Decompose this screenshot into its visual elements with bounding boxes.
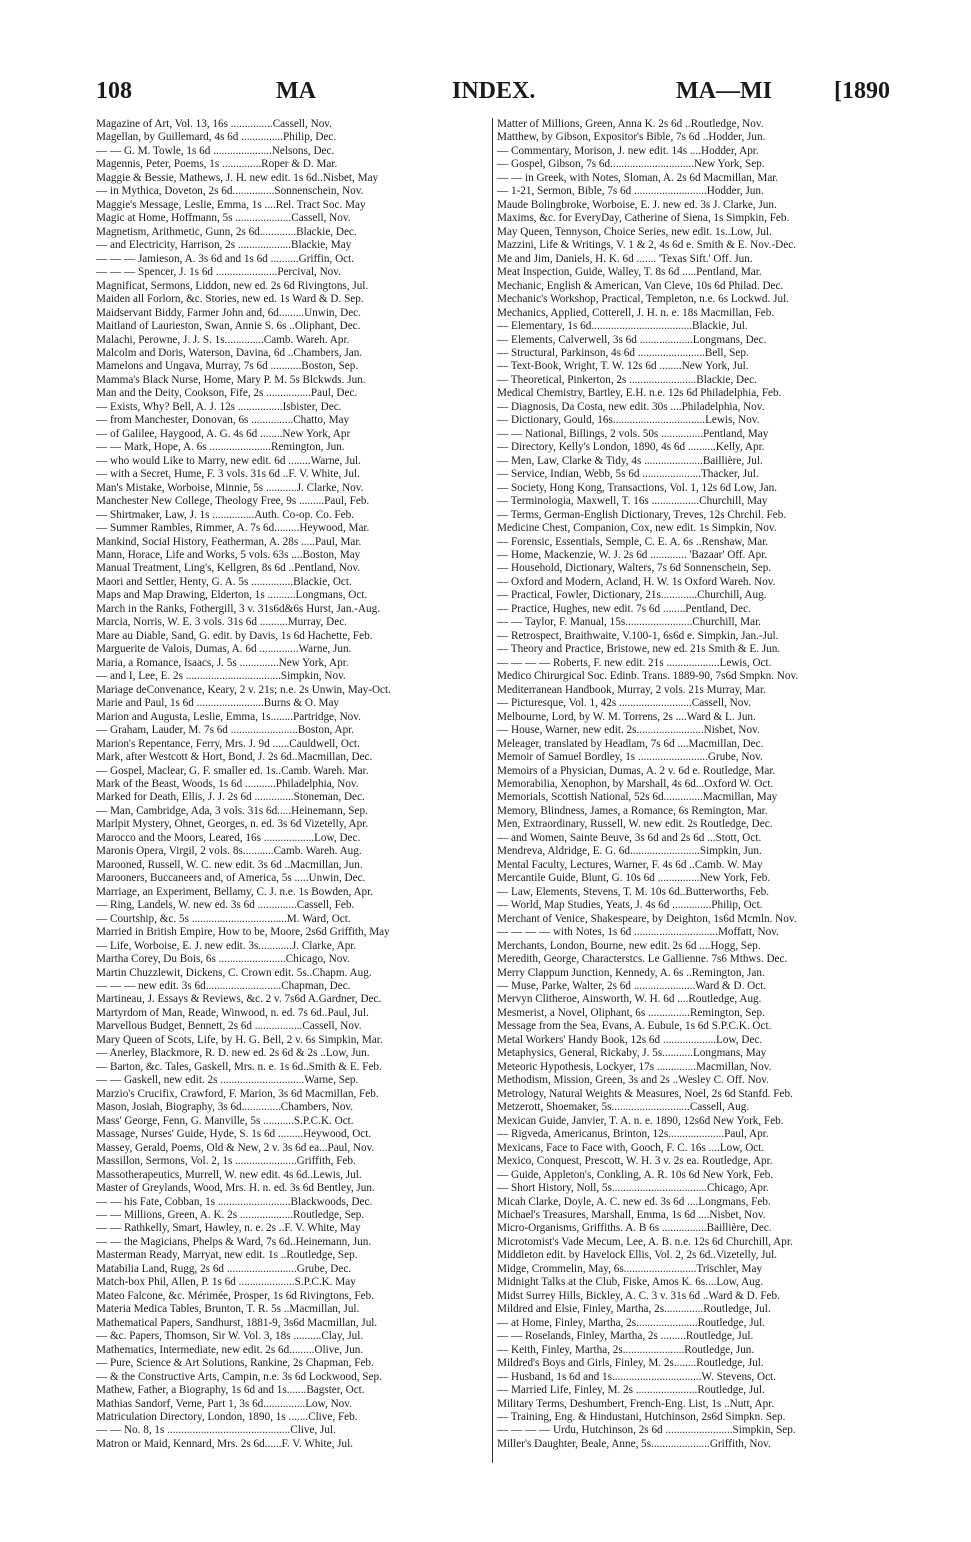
index-entry: — — Taylor, F. Manual, 15s........................Churchill, Mar. xyxy=(497,616,761,629)
index-entry: — Terminologia, Maxwell, T. 16s .................Churchill, May xyxy=(497,495,768,508)
index-entry: Matriculation Directory, London, 1890, 1s .......Clive, Feb. xyxy=(96,1411,358,1423)
index-entry: — Text-Book, Wright, T. W. 12s 6d ........New York, Jul. xyxy=(497,360,749,373)
index-entry: Master of Greylands, Wood, Mrs. H. n. ed. 3s 6d Bentley, Jun. xyxy=(96,1182,375,1195)
index-entry: Mariage deConvenance, Keary, 2 v. 21s; n.e. 2s Unwin, May-Oct. xyxy=(96,683,391,696)
index-entry: Maxims, &c. for EveryDay, Catherine of Siena, 1s Simpkin, Feb. xyxy=(497,212,790,225)
index-entry: Mark of the Beast, Woods, 1s 6d ...........Philadelphia, Nov. xyxy=(96,777,359,790)
index-entry: Marooners, Buccaneers and, of America, 5s .....Unwin, Dec. xyxy=(96,872,366,885)
index-entry: Merchant of Venice, Shakespeare, by Deighton, 1s6d Mcmln. Nov. xyxy=(497,912,797,925)
index-entry: — Rigveda, Americanus, Brinton, 12s....................Paul, Apr. xyxy=(497,1128,769,1141)
index-entry: Man and the Deity, Cookson, Fife, 2s ................Paul, Dec. xyxy=(96,387,358,400)
index-entry: — Diagnosis, Da Costa, new edit. 30s ....Philadelphia, Nov. xyxy=(497,400,765,413)
index-entry: Micro-Organisms, Griffiths. A. B 6s ................Baillière, Dec. xyxy=(497,1222,772,1235)
index-entry: Man's Mistake, Worboise, Minnie, 5s ...........J. Clarke, Nov. xyxy=(96,481,364,494)
index-entry: — — — Spencer, J. 1s 6d ......................Percival, Nov. xyxy=(96,266,341,279)
index-entry: Mexicans, Face to Face with, Gooch, F. C. 16s ....Low, Oct. xyxy=(497,1141,765,1154)
index-entry: — Society, Hong Kong, Transactions, Vol. 1, 12s 6d Low, Jan. xyxy=(497,481,778,494)
index-entry: Men, Extraordinary, Russell, W. new edit. 2s Routledge, Dec. xyxy=(497,818,773,831)
index-entry: — — No. 8, 1s ............................................Clive, Jul. xyxy=(96,1424,336,1437)
index-entry: Message from the Sea, Evans, A. Eubule, 1s 6d S.P.C.K. Oct. xyxy=(497,1020,772,1033)
index-entry: — — Rathkelly, Smart, Hawley, n. e. 2s ..F. V. White, May xyxy=(96,1222,361,1235)
year-heading: [1890 xyxy=(834,78,890,104)
index-entry: Micah Clarke, Doyle, A. C. new ed. 3s 6d ....Longmans, Feb. xyxy=(497,1195,771,1208)
index-entry: Massage, Nurses' Guide, Hyde, S. 1s 6d .........Heywood, Oct. xyxy=(96,1128,372,1141)
index-entry: Mechanic's Workshop, Practical, Templeton, n.e. 6s Lockwd. Jul. xyxy=(497,293,789,306)
index-entry: Metaphysics, General, Rickaby, J. 5s...........Longmans, May xyxy=(497,1047,767,1060)
index-entry: — Training, Eng. & Hindustani, Hutchinson, 2s6d Simpkn. Sep. xyxy=(497,1411,786,1423)
index-entry: Materia Medica Tables, Brunton, T. R. 5s ..Macmillan, Jul. xyxy=(96,1303,360,1316)
page-number: 108 xyxy=(96,78,132,104)
index-entry: — Pure, Science & Art Solutions, Rankine, 2s Chapman, Feb. xyxy=(96,1357,374,1370)
index-entry: — Elements, Calverwell, 3s 6d ...................Longmans, Dec. xyxy=(497,333,767,346)
index-entry: Magellan, by Guillemard, 4s 6d ...............Philip, Dec. xyxy=(96,131,337,144)
index-entry: Merchants, London, Bourne, new edit. 2s 6d ....Hogg, Sep. xyxy=(497,939,761,952)
index-entry: Mark, after Westcott & Hort, Bond, J. 2s 6d..Macmillan, Dec. xyxy=(96,751,373,764)
index-entry: Me and Jim, Daniels, H. K. 6d ....... 'Texas Sift.' Off. Jun. xyxy=(497,252,753,265)
index-entry: Merry Clappum Junction, Kennedy, A. 6s ..Remington, Jan. xyxy=(497,966,765,979)
index-entry: — — — — Urdu, Hutchinson, 2s 6d ........................Simpkin, Sep. xyxy=(497,1424,796,1437)
index-entry: — Retrospect, Braithwaite, V.100-1, 6s6d e. Simpkin, Jan.-Jul. xyxy=(497,629,779,642)
index-entry: — Shirtmaker, Law, J. 1s ...............Auth. Co-op. Co. Feb. xyxy=(96,508,354,521)
index-entry: Mathematical Papers, Sandhurst, 1881-9, 3s6d Macmillan, Jul. xyxy=(96,1316,378,1329)
index-entry: — Summer Rambles, Rimmer, A. 7s 6d.........Heywood, Mar. xyxy=(96,522,370,535)
index-entry: — — Millions, Green, A. K. 2s ...................Routledge, Sep. xyxy=(96,1208,365,1221)
index-entry: Maria, a Romance, Isaacs, J. 5s ..............New York, Apr. xyxy=(96,656,349,669)
index-entry: Metal Workers' Handy Book, 12s 6d ...................Low, Dec. xyxy=(497,1033,763,1046)
index-entry: Mechanic, English & American, Van Cleve, 10s 6d Philad. Dec. xyxy=(497,279,784,292)
index-entry: Mervyn Clitheroe, Ainsworth, W. H. 6d ....Routledge, Aug. xyxy=(497,993,762,1006)
index-entry: Martineau, J. Essays & Reviews, &c. 2 v. 7s6d A.Gardner, Dec. xyxy=(96,993,382,1006)
index-entry: Maidservant Biddy, Farmer John and, 6d.........Unwin, Dec. xyxy=(96,306,361,319)
index-entry: — Terms, German-English Dictionary, Treves, 12s Chrchil. Feb. xyxy=(497,508,787,521)
index-entry: — at Home, Finley, Martha, 2s......................Routledge, Jul. xyxy=(497,1316,766,1329)
index-entry: May Queen, Tennyson, Choice Series, new edit. 1s..Low, Jul. xyxy=(497,225,772,238)
index-entry: Matthew, by Gibson, Expositor's Bible, 7s 6d ..Hodder, Jun. xyxy=(497,131,766,144)
index-entry: — — Roselands, Finley, Martha, 2s .........Routledge, Jul. xyxy=(497,1330,754,1343)
index-entry: — &c. Papers, Thomson, Sir W. Vol. 3, 18s ..........Clay, Jul. xyxy=(96,1330,364,1343)
index-entry: Massillon, Sermons, Vol. 2, 1s ......................Griffith, Feb. xyxy=(96,1155,356,1168)
index-entry: Maiden all Forlorn, &c. Stories, new ed. 1s Ward & D. Sep. xyxy=(96,293,364,306)
index-entry: Memorials, Scottish National, 52s 6d..............Macmillan, May xyxy=(497,791,778,804)
index-entry: — — Mark, Hope, A. 6s ......................Remington, Jun. xyxy=(96,441,345,454)
index-entry: — & the Constructive Arts, Campin, n.e. 3s 6d Lockwood, Sep. xyxy=(96,1370,382,1383)
index-entry: Miller's Daughter, Beale, Anne, 5s.....................Griffith, Nov. xyxy=(497,1437,771,1450)
index-entry: Mateo Falcone, &c. Mérimée, Prosper, 1s 6d Rivingtons, Feb. xyxy=(96,1289,374,1302)
index-entry: Marlpit Mystery, Ohnet, Georges, n. ed. 3s 6d Vizetelly, Apr. xyxy=(96,818,369,831)
index-entry: Memory, Blindness, James, a Romance, 6s Remington, Mar. xyxy=(497,804,768,817)
index-entry: Mamelons and Ungava, Murray, 7s 6d ...........Boston, Sep. xyxy=(96,360,359,373)
index-entry: Meredith, George, Characterstcs. Le Gallienne. 7s6 Mthws. Dec. xyxy=(497,953,788,966)
index-entry: — Dictionary, Gould, 16s.................................Lewis, Nov. xyxy=(497,414,760,427)
index-entry: — — the Magicians, Phelps & Ward, 7s 6d..Heinemann, Jun. xyxy=(96,1235,372,1248)
index-entry: Mesmerist, a Novel, Oliphant, 6s ...............Remington, Sep. xyxy=(497,1006,765,1019)
index-entry: — Anerley, Blackmore, R. D. new ed. 2s 6d & 2s ..Low, Jun. xyxy=(96,1047,370,1060)
index-entry: — Life, Worboise, E. J. new edit. 3s............J. Clarke, Apr. xyxy=(96,939,357,952)
index-entry: Marooned, Russell, W. C. new edit. 3s 6d ..Macmillan, Jun. xyxy=(96,858,363,871)
index-entry: Mendreva, Aldridge, E. G. 6d.........................Simpkin, Jun. xyxy=(497,845,762,858)
index-entry: Mathew, Father, a Biography, 1s 6d and 1s.......Bagster, Oct. xyxy=(96,1384,365,1397)
index-entry: — Commentary, Morison, J. new edit. 14s ....Hodder, Apr. xyxy=(497,144,759,157)
index-entry: Microtomist's Vade Mecum, Lee, A. B. n.e. 12s 6d Churchill, Apr. xyxy=(497,1235,793,1248)
index-entry: — — his Fate, Cobban, 1s ..........................Blackwoods, Dec. xyxy=(96,1195,373,1208)
index-entry: — Practice, Hughes, new edit. 7s 6d ........Pentland, Dec. xyxy=(497,602,751,615)
index-entry: Magazine of Art, Vol. 13, 16s ...............Cassell, Nov. xyxy=(96,118,332,130)
index-entry: — Guide, Appleton's, Conkling, A. R. 10s 6d New York, Feb. xyxy=(497,1168,774,1181)
index-entry: — Theoretical, Pinkerton, 2s ........................Blackie, Dec. xyxy=(497,373,757,386)
index-entry: Mechanics, Applied, Cotterell, J. H. n. e. 18s Macmillan, Feb. xyxy=(497,306,775,319)
index-entry: Martin Chuzzlewit, Dickens, C. Crown edit. 5s..Chapm. Aug. xyxy=(96,966,372,979)
center-heading: INDEX. xyxy=(452,78,536,104)
index-entry: — Forensic, Essentials, Semple, C. E. A. 6s ..Renshaw, Mar. xyxy=(497,535,769,548)
index-entry: Midge, Crommelin, May, 6s..........................Trischler, May xyxy=(497,1262,763,1275)
index-entry: Metzerott, Shoemaker, 5s............................Cassell, Aug. xyxy=(497,1101,750,1114)
index-entry: Mildred's Boys and Girls, Finley, M. 2s........Routledge, Jul. xyxy=(497,1357,764,1370)
index-entry: Match-box Phil, Allen, P. 1s 6d ....................S.P.C.K. May xyxy=(96,1276,356,1289)
index-entry: Massotherapeutics, Murrell, W. new edit. 4s 6d..Lewis, Jul. xyxy=(96,1168,362,1181)
index-entry: Marked for Death, Ellis, J. J. 2s 6d ..............Stoneman, Dec. xyxy=(96,791,365,804)
index-entry: — Exists, Why? Bell, A. J. 12s ................Isbister, Dec. xyxy=(96,400,342,413)
index-entry: Marcia, Norris, W. E. 3 vols. 31s 6d ..........Murray, Dec. xyxy=(96,616,347,629)
index-entry: Memorabilia, Xenophon, by Marshall, 4s 6d...Oxford W. Oct. xyxy=(497,777,774,790)
index-entry: — and Electricity, Harrison, 2s ...................Blackie, May xyxy=(96,239,352,252)
index-entry: — Law, Elements, Stevens, T. M. 10s 6d..Butterworths, Feb. xyxy=(497,885,769,898)
index-entry: Married in British Empire, How to be, Moore, 2s6d Griffith, May xyxy=(96,926,390,939)
index-entry: — Man, Cambridge, Ada, 3 vols. 31s 6d.....Heinemann, Sep. xyxy=(96,804,368,817)
index-entry: Matabilia Land, Rugg, 2s 6d .........................Grube, Dec. xyxy=(96,1262,352,1275)
index-entry: Mildred and Elsie, Finley, Martha, 2s..............Routledge, Jul. xyxy=(497,1303,771,1316)
index-entry: Methodism, Mission, Green, 3s and 2s ..Wesley C. Off. Nov. xyxy=(497,1074,769,1087)
index-entry: — Picturesque, Vol. 1, 42s ..........................Cassell, Nov. xyxy=(497,697,751,710)
index-entry: Maori and Settler, Henty, G. A. 5s ...............Blackie, Oct. xyxy=(96,575,352,588)
index-entry: — in Mythica, Doveton, 2s 6d...............Sonnenschein, Nov. xyxy=(96,185,364,198)
index-entry: — Elementary, 1s 6d....................................Blackie, Jul. xyxy=(497,320,748,333)
index-entry: Manchester New College, Theology Free, 9s .........Paul, Feb. xyxy=(96,495,370,508)
index-entry: Marie and Paul, 1s 6d ........................Burns & O. May xyxy=(96,697,340,710)
index-entry: Magnetism, Arithmetic, Gunn, 2s 6d.............Blackie, Dec. xyxy=(96,225,357,238)
index-entry: — Directory, Kelly's London, 1890, 4s 6d ..........Kelly, Apr. xyxy=(497,441,765,454)
index-entry: Marion and Augusta, Leslie, Emma, 1s........Partridge, Nov. xyxy=(96,710,361,723)
index-entry: Medicine Chest, Companion, Cox, new edit. 1s Simpkin, Nov. xyxy=(497,522,777,535)
index-entry: Mexican Guide, Janvier, T. A. n. e. 1890, 12s6d New York, Feb. xyxy=(497,1114,784,1127)
index-entry: Mass' George, Fenn, G. Manville, 5s ...........S.P.C.K. Oct. xyxy=(96,1114,354,1127)
index-entry: — — — Jamieson, A. 3s 6d and 1s 6d ..........Griffin, Oct. xyxy=(96,252,355,265)
index-entry: Mare au Diable, Sand, G. edit. by Davis, 1s 6d Hachette, Feb. xyxy=(96,629,373,642)
index-entry: — — — new edit. 3s 6d...........................Chapman, Dec. xyxy=(96,980,351,992)
index-entry: Magnificat, Sermons, Liddon, new ed. 2s 6d Rivingtons, Jul. xyxy=(96,279,369,292)
index-entry: Malachi, Perowne, J. J. S. 1s..............Camb. Wareh. Apr. xyxy=(96,333,350,346)
index-entry: Medico Chirurgical Soc. Edinb. Trans. 1889-90, 7s6d Smpkn. Nov. xyxy=(497,670,799,683)
index-entry: Mediterranean Handbook, Murray, 2 vols. 21s Murray, Mar. xyxy=(497,683,766,696)
index-entry: Middleton edit. by Havelock Ellis, Vol. 2, 2s 6d..Vizetelly, Jul. xyxy=(497,1249,778,1262)
index-entry: Mexico, Conquest, Prescott, W. H. 3 v. 2s ea. Routledge, Apr. xyxy=(497,1155,773,1168)
column-divider xyxy=(492,118,493,1463)
index-entry: Mercantile Guide, Blunt, G. 10s 6d ...............New York, Feb. xyxy=(497,872,771,885)
index-entry: — Barton, &c. Tales, Gaskell, Mrs. n. e. 1s 6d..Smith & E. Feb. xyxy=(96,1060,382,1073)
left-column xyxy=(96,118,489,1451)
index-entry: — — in Greek, with Notes, Sloman, A. 2s 6d Macmillan, Mar. xyxy=(497,171,779,184)
index-entry: Meat Inspection, Guide, Walley, T. 8s 6d .....Pentland, Mar. xyxy=(497,266,762,279)
right-column xyxy=(497,118,890,1451)
index-entry: Marguerite de Valois, Dumas, A. 6d ..............Warne, Jun. xyxy=(96,643,352,656)
index-entry: Malcolm and Doris, Waterson, Davina, 6d ..Chambers, Jan. xyxy=(96,346,363,359)
index-entry: — World, Map Studies, Yeats, J. 4s 6d ..............Philip, Oct. xyxy=(497,899,763,912)
right-heading: MA—MI xyxy=(676,78,772,104)
index-entry: — Married Life, Finley, M. 2s ......................Routledge, Jul. xyxy=(497,1384,765,1397)
index-entry: — Keith, Finley, Martha, 2s......................Routledge, Jun. xyxy=(497,1343,755,1356)
index-entry: — and Women, Sainte Beuve, 3s 6d and 2s 6d ...Stott, Oct. xyxy=(497,831,762,844)
index-entry: Marriage, an Experiment, Bellamy, C. J. n.e. 1s Bowden, Apr. xyxy=(96,885,374,898)
index-entry: Meleager, translated by Headlam, 7s 6d ....Macmillan, Dec. xyxy=(497,737,764,750)
index-entry: Memoirs of a Physician, Dumas, A. 2 v. 6d e. Routledge, Mar. xyxy=(497,764,776,777)
index-entry: — and I, Lee, E. 2s ..................................Simpkin, Nov. xyxy=(96,670,346,683)
index-entry: Mathias Sandorf, Verne, Part 1, 3s 6d...............Low, Nov. xyxy=(96,1397,352,1410)
index-entry: — — — — Roberts, F. new edit. 21s ...................Lewis, Oct. xyxy=(497,656,772,669)
index-entry: — Structural, Parkinson, 4s 6d ........................Bell, Sep. xyxy=(497,346,749,359)
index-entry: — Service, Indian, Webb, 5s 6d .....................Thacker, Jul. xyxy=(497,468,759,481)
index-entry: — who would Like to Marry, new edit. 6d ........Warne, Jul. xyxy=(96,454,361,467)
index-entry: Matter of Millions, Green, Anna K. 2s 6d ..Routledge, Nov. xyxy=(497,118,764,130)
index-entry: Matron or Maid, Kennard, Mrs. 2s 6d......F. V. White, Jul. xyxy=(96,1437,354,1450)
index-entry: Manual Treatment, Ling's, Kellgren, 8s 6d ..Pentland, Nov. xyxy=(96,562,361,575)
index-entry: Mann, Horace, Life and Works, 5 vols. 63s ....Boston, May xyxy=(96,549,361,561)
index-entry: — — G. M. Towle, 1s 6d .....................Nelsons, Dec. xyxy=(96,144,335,157)
index-entry: Massey, Gerald, Poems, Old & New, 2 v. 3s 6d ea...Paul, Nov. xyxy=(96,1141,375,1154)
index-columns xyxy=(96,118,890,1463)
index-entry: Magic at Home, Hoffmann, 5s ....................Cassell, Nov. xyxy=(96,212,351,225)
index-entry: — Muse, Parke, Walter, 2s 6d ......................Ward & D. Oct. xyxy=(497,980,767,992)
index-entry: Military Terms, Deshumbert, French-Eng. List, 1s ..Nutt, Apr. xyxy=(497,1397,775,1410)
index-entry: Mamma's Black Nurse, Home, Mary P. M. 5s Blckwds. Jun. xyxy=(96,373,366,386)
index-entry: — Men, Law, Clarke & Tidy, 4s .....................Baillière, Jul. xyxy=(497,454,763,467)
index-entry: — Practical, Fowler, Dictionary, 21s.............Churchill, Aug. xyxy=(497,589,767,602)
index-entry: Melbourne, Lord, by W. M. Torrens, 2s ....Ward & L. Jun. xyxy=(497,710,756,723)
index-entry: — Graham, Lauder, M. 7s 6d ........................Boston, Apr. xyxy=(96,724,355,737)
index-entry: — House, Warner, new edit. 2s........................Nisbet, Nov. xyxy=(497,724,760,737)
index-entry: — Oxford and Modern, Acland, H. W. 1s Oxford Wareh. Nov. xyxy=(497,575,776,588)
index-entry: Meteoric Hypothesis, Lockyer, 17s ..............Macmillan, Nov. xyxy=(497,1060,772,1073)
index-entry: — Gospel, Gibson, 7s 6d..............................New York, Sep. xyxy=(497,158,765,171)
index-entry: Maitland of Laurieston, Swan, Annie S. 6s ..Oliphant, Dec. xyxy=(96,320,361,333)
index-entry: Maggie's Message, Leslie, Emma, 1s ....Rel. Tract Soc. May xyxy=(96,198,366,211)
index-entry: Midst Surrey Hills, Bickley, A. C. 3 v. 31s 6d ..Ward & D. Feb. xyxy=(497,1289,780,1302)
index-entry: Masterman Ready, Marryat, new edit. 1s ..Routledge, Sep. xyxy=(96,1249,358,1262)
index-entry: Mankind, Social History, Featherman, A. 28s .....Paul, Mar. xyxy=(96,535,362,548)
index-entry: Martha Corey, Du Bois, 6s ........................Chicago, Nov. xyxy=(96,953,350,966)
index-entry: Maude Bolingbroke, Worboise, E. J. new ed. 3s J. Clarke, Jun. xyxy=(497,198,777,211)
index-entry: Maronis Opera, Virgil, 2 vols. 8s...........Camb. Wareh. Aug. xyxy=(96,845,362,858)
index-entry: — — National, Billings, 2 vols. 50s ...............Pentland, May xyxy=(497,427,769,440)
index-entry: Magennis, Peter, Poems, 1s ..............Roper & D. Mar. xyxy=(96,158,338,171)
index-entry: Metrology, Natural Weights & Measures, Noel, 2s 6d Stanfd. Feb. xyxy=(497,1087,793,1100)
index-entry: Mental Faculty, Lectures, Warner, F. 4s 6d ..Camb. W. May xyxy=(497,858,763,871)
left-heading: MA xyxy=(276,78,316,104)
index-entry: — Household, Dictionary, Walters, 7s 6d Sonnenschein, Sep. xyxy=(497,562,772,575)
index-entry: — Courtship, &c. 5s ..................................M. Ward, Oct. xyxy=(96,912,351,925)
index-entry: Marzio's Crucifix, Crawford, F. Marion, 3s 6d Macmillan, Feb. xyxy=(96,1087,379,1100)
index-entry: — from Manchester, Donovan, 6s ...............Chatto, May xyxy=(96,414,350,427)
index-entry: — Ring, Landels, W. new ed. 3s 6d ..............Cassell, Feb. xyxy=(96,899,355,912)
index-entry: Mason, Josiah, Biography, 3s 6d..............Chambers, Nov. xyxy=(96,1101,354,1114)
index-entry: Medical Chemistry, Bartley, E.H. n.e. 12s 6d Philadelphia, Feb. xyxy=(497,387,782,400)
index-entry: — Home, Mackenzie, W. J. 2s 6d ............. 'Bazaar' Off. Apr. xyxy=(497,549,768,561)
index-entry: Maggie & Bessie, Mathews, J. H. new edit. 1s 6d..Nisbet, May xyxy=(96,171,379,184)
index-entry: — — — — with Notes, 1s 6d ..............................Moffatt, Nov. xyxy=(497,926,779,939)
index-entry: Memoir of Samuel Bordley, 1s .........................Grube, Nov. xyxy=(497,751,763,764)
index-entry: — Husband, 1s 6d and 1s................................W. Stevens, Oct. xyxy=(497,1370,776,1383)
index-entry: Mazzini, Life & Writings, V. 1 & 2, 4s 6d e. Smith & E. Nov.-Dec. xyxy=(497,239,796,252)
index-entry: Marvellous Budget, Bennett, 2s 6d .................Cassell, Nov. xyxy=(96,1020,362,1033)
index-entry: Marion's Repentance, Ferry, Mrs. J. 9d ......Cauldwell, Oct. xyxy=(96,737,360,750)
index-entry: — Theory and Practice, Bristowe, new ed. 21s Smith & E. Jun. xyxy=(497,643,781,656)
index-entry: Maps and Map Drawing, Elderton, 1s ..........Longmans, Oct. xyxy=(96,589,368,602)
index-entry: Michael's Treasures, Marshall, Emma, 1s 6d ....Nisbet, Nov. xyxy=(497,1208,766,1221)
index-entry: — — Gaskell, new edit. 2s ..............................Warne, Sep. xyxy=(96,1074,359,1087)
index-entry: Mathematics, Intermediate, new edit. 2s 6d.........Olive, Jun. xyxy=(96,1343,364,1356)
index-entry: Marocco and the Moors, Leared, 16s ..................Low, Dec. xyxy=(96,831,361,844)
index-entry: — Short History, Noll, 5s..................................Chicago, Apr. xyxy=(497,1182,769,1195)
index-entry: March in the Ranks, Fothergill, 3 v. 31s6d&6s Hurst, Jan.-Aug. xyxy=(96,602,381,615)
index-entry: Martyrdom of Man, Reade, Winwood, n. ed. 7s 6d..Paul, Jul. xyxy=(96,1006,369,1019)
index-entry: — of Galilee, Haygood, A. G. 4s 6d ........New York, Apr xyxy=(96,427,351,440)
index-entry: Midnight Talks at the Club, Fiske, Amos K. 6s....Low, Aug. xyxy=(497,1276,764,1289)
index-entry: — 1-21, Sermon, Bible, 7s 6d ..........................Hodder, Jun. xyxy=(497,185,764,198)
index-entry: — Gospel, Maclear, G. F. smaller ed. 1s..Camb. Wareh. Mar. xyxy=(96,764,369,777)
page-header xyxy=(96,78,890,108)
index-entry: Mary Queen of Scots, Life, by H. G. Bell, 2 v. 6s Simpkin, Mar. xyxy=(96,1033,383,1046)
index-entry: — with a Secret, Hume, F. 3 vols. 31s 6d ..F. V. White, Jul. xyxy=(96,468,360,481)
